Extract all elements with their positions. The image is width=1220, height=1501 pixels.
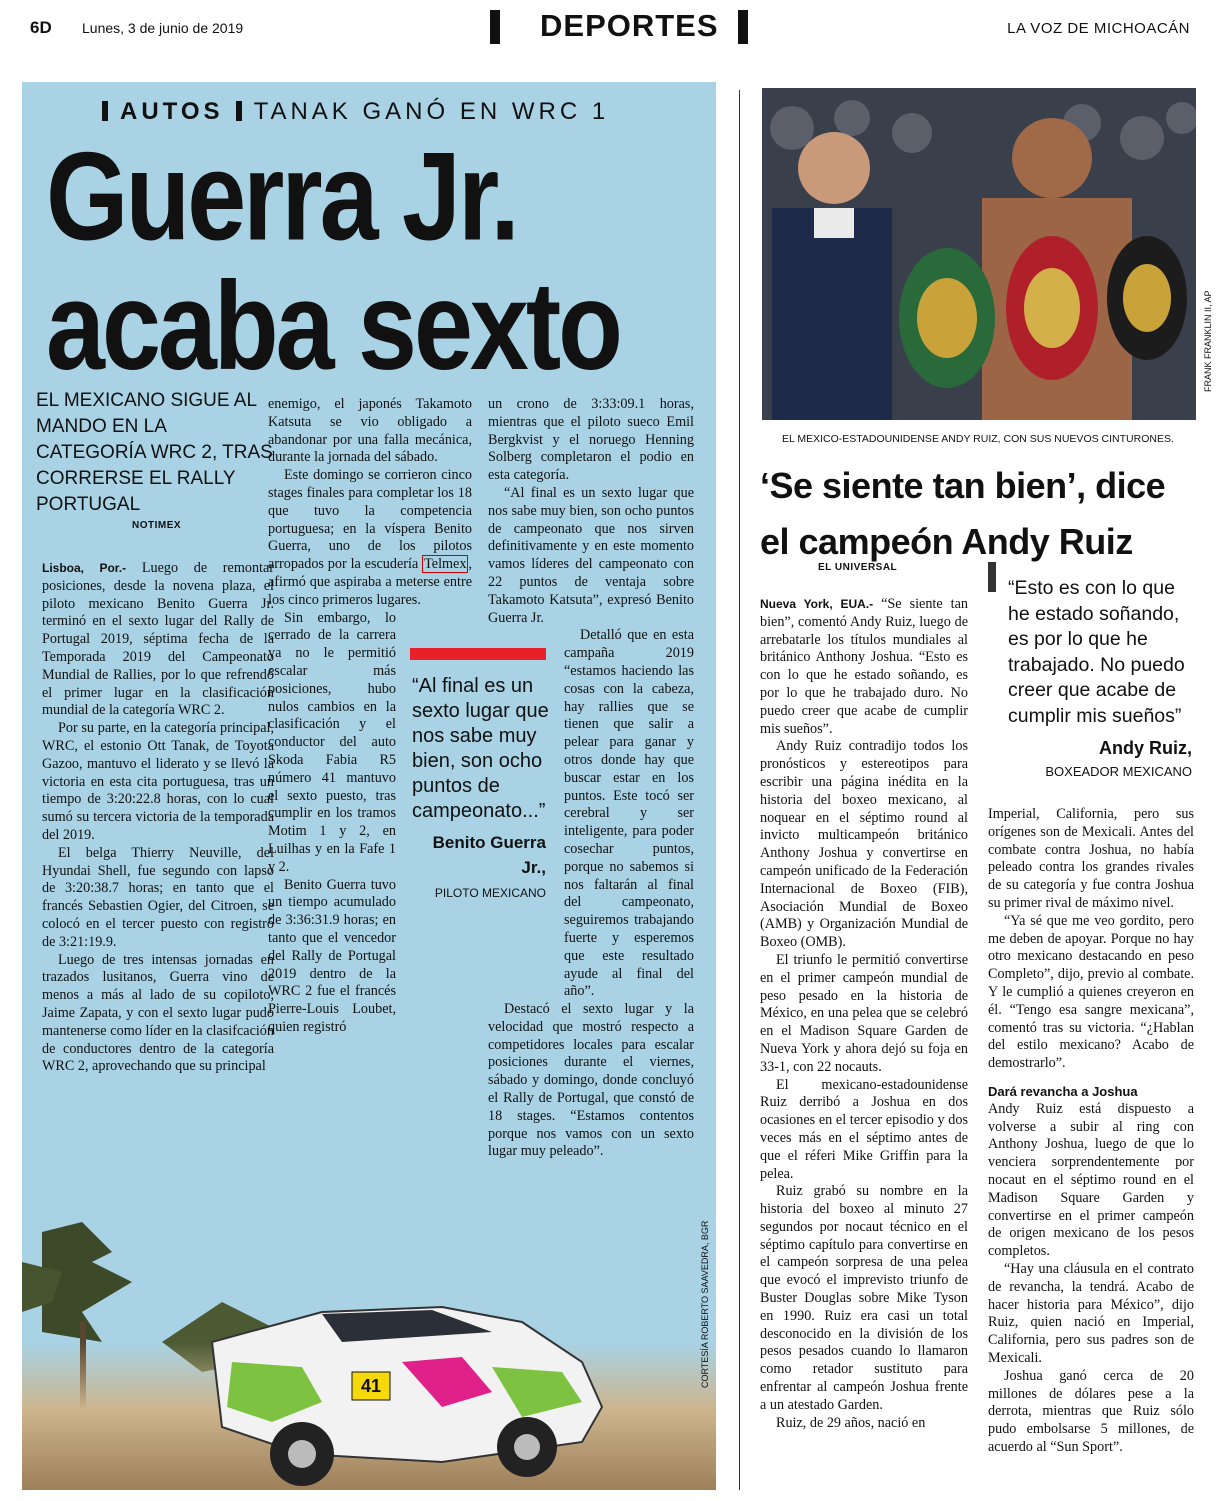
column-divider bbox=[739, 90, 740, 1490]
boxing-quote-name: Andy Ruiz, bbox=[1099, 738, 1192, 758]
pullquote-accent-bar bbox=[410, 648, 546, 660]
paragraph: Detalló que en esta campaña 2019 “estamos haciendo las cosas con la cabeza, hay rallies que se tienen que salir a pelear para ganar y otros donde hay que buscar estar en los puntos. Este tocó ser cerebral y ser inteligente, para poder cosechar puntos, porque no sabemos si nos faltarán al final del campeonato, seguiremos trabajando fuerte y esperemos que este resultado ayude al final del año”. bbox=[564, 627, 694, 1000]
quote-accent-bar bbox=[988, 562, 996, 592]
kicker-category: AUTOS bbox=[120, 98, 224, 125]
story-kicker bbox=[90, 98, 609, 126]
paragraph: “Hay una cláusula en el contrato de revancha, la tendrá. Acabo de hacer historia para México”, dijo Ruiz, quien nació en Imperial, California, pero sus padres son de Mexicali. bbox=[988, 1260, 1194, 1366]
paragraph: Destacó el sexto lugar y la velocidad que mostró respecto a competidores locales para escalar posiciones durante el viernes, sábado y domingo, donde concluyó el Rally de Portugal, que constó de 18 stages. “Estamos contentos porque nos vamos con un sexto lugar muy peleado”. bbox=[488, 1001, 694, 1160]
story-deck: EL MEXICANO SIGUE AL MANDO EN LA CATEGORÍA WRC 2, TRAS CORRERSE EL RALLY PORTUGAL bbox=[36, 390, 273, 515]
paragraph: “Al final es un sexto lugar que nos sabe muy bien, son ocho puntos de campeonato que nos sirven definitivamente y en este momento vamos líderes del campeonato con 22 puntos de ventaja sobre Takamoto Katsuta”, expresó Benito Guerra Jr. bbox=[488, 484, 694, 626]
header-bar-left bbox=[490, 10, 500, 44]
paragraph-text: “Se siente tan bien”, comentó Andy Ruiz, luego de arrebatarle los títulos mundiales al británico Anthony Joshua. “Esto es con lo que he estado soñando, es por lo que he trabajado duro. No puedo creer que acabe de cumplir mis sueños”. bbox=[760, 596, 968, 737]
car-number: 41 bbox=[360, 1376, 382, 1396]
paragraph: Sin embargo, lo cerrado de la carrera ya no le permitió escalar más posiciones, hubo nulos cambios en la clasificación y el conductor del auto Skoda Fabia R5 número 41 mantuvo el sexto puesto, tras cumplir en los tramos Motim 1 y 2, en Luilhas y en la Fafe 1 y 2. bbox=[268, 609, 396, 875]
pullquote-name: Benito Guerra Jr., bbox=[432, 833, 546, 877]
paragraph: Andy Ruiz está dispuesto a volverse a subir al ring con Anthony Joshua, luego de que lo venciera sorprendentemente por nocaut en el séptimo round en el Madison Square Garden y convertirse en el primer campeón de origen mexicano de los pesos completos. bbox=[988, 1100, 1194, 1260]
boxing-photo bbox=[762, 88, 1196, 420]
boxing-photo-credit: FRANK FRANKLIN II, AP bbox=[1203, 290, 1213, 392]
paragraph: Andy Ruiz contradijo todos los pronósticos y estereotipos para escribir una página inédita en la historia del boxeo mexicano, al noquear en el séptimo round al invicto multicampeón británico Anthony Joshua y convertirse en campeón unificado de la Federación Internacional de Boxeo (FIB), Asociación Mundial de Boxeo (AMB) y Organización Mundial de Boxeo (OMB). bbox=[760, 738, 968, 951]
publication-name: LA VOZ DE MICHOACÁN bbox=[1007, 20, 1190, 37]
subheading: Dará revancha a Joshua bbox=[988, 1083, 1138, 1099]
boxing-byline: EL UNIVERSAL bbox=[818, 562, 898, 573]
pullquote-text: “Al final es un sexto lugar que nos sabe muy bien, son ocho puntos de campeonato...” bbox=[412, 675, 549, 822]
photo-caption: EL MEXICO-ESTADOUNIDENSE ANDY RUIZ, CON SUS NUEVOS CINTURONES. bbox=[782, 433, 1174, 445]
rally-headline bbox=[46, 127, 620, 397]
paragraph bbox=[268, 467, 472, 609]
paragraph: El triunfo le permitió convertirse en el primer campeón mundial de peso pesado en la historia de México, en una pelea que se celebró en el Madison Square Garden de Nueva York y ahora dejó su foja en 33-1, con 22 nocauts. bbox=[760, 951, 968, 1075]
section-title: DEPORTES bbox=[540, 8, 719, 43]
paragraph: El mexicano-estadounidense Ruiz derribó a Joshua en dos ocasiones en el tercer episodio y dos veces más en el séptimo antes de que el réferi Mike Griffin para la pelea. bbox=[760, 1076, 968, 1182]
boxing-column-2 bbox=[988, 806, 1194, 1457]
boxer-with-belts-photo bbox=[762, 88, 1196, 420]
paragraph-text: , afirmó que aspiraba a meterse entre los cinco primeros lugares. bbox=[268, 556, 472, 608]
boxing-headline: ‘Se siente tan bien’, dice el campeón Andy Ruiz bbox=[760, 465, 1166, 562]
paragraph: Ruiz grabó su nombre en la historia del boxeo al minuto 27 segundos por nocaut técnico en el séptimo capítulo para convertirse en el campeón sorpresa de una pelea que evocó el imprevisto triunfo de Buster Douglas sobre Mike Tyson en 1990. Ruiz era casi un total desconocido en la división de los pesos pesados cuando lo llamaron como retador sustituto para enfrentar al campeón Joshua frente a un atestado Garden. bbox=[760, 1183, 968, 1413]
paragraph-text: Luego de remontar posiciones, desde la novena plaza, el piloto mexicano Benito Guerra Jr. terminó en el sexto lugar del Rally de Portugal 2019, séptima fecha de la Temporada 2019 del Campeonato Mundial de Rallies, por lo que refrendó el primer lugar en la clasificación mundial de la categoría WRC 2. bbox=[42, 560, 274, 719]
paragraph bbox=[760, 596, 968, 738]
paragraph: enemigo, el japonés Takamoto Katsuta se vio obligado a abandonar por una falla mecánica, durante la jornada del sábado. bbox=[268, 396, 472, 466]
kicker-bar bbox=[236, 101, 242, 121]
rally-column-1 bbox=[42, 560, 274, 1076]
rally-story-panel bbox=[22, 82, 716, 1490]
paragraph: El belga Thierry Neuville, del Hyundai Shell, fue segundo con lapso de 3:20:38.7 horas; en tanto que el francés Sebastien Ogier, del Citroen, se colocó en el tercer puesto con registró de 3:21:19.9. bbox=[42, 844, 274, 950]
story-byline: NOTIMEX bbox=[132, 520, 182, 531]
kicker-text: TANAK GANÓ EN WRC 1 bbox=[253, 98, 610, 125]
paragraph bbox=[42, 560, 274, 720]
paragraph: Joshua ganó cerca de 20 millones de dólares pese a la derrota, mientras que Ruiz sólo pudo embolsarse 5 millones, de acuerdo al “Sun Sport”. bbox=[988, 1367, 1194, 1455]
headline-line-2: acaba sexto bbox=[46, 257, 620, 397]
boxing-quote-text: “Esto es con lo que he estado soñando, es por lo que he trabajado. No puedo creer que acabe de cumplir mis sueños” bbox=[1008, 577, 1185, 727]
pullquote-role: PILOTO MEXICANO bbox=[434, 886, 546, 900]
boxing-quote-role: BOXEADOR MEXICANO bbox=[1045, 764, 1192, 779]
paragraph: “Ya sé que me veo gordito, pero me deben de apoyar. Porque no hay otro mexicano destacando en peso Completo”, dijo, previo al combate. Y le cumplió a quienes creyeron en él. “Tengo esa sangre mexicana”, comentó tras su victoria. “¿Hablan del estilo mexicano? Acabo de demostrarlo”. bbox=[988, 912, 1194, 1072]
kicker-bar bbox=[102, 101, 108, 121]
dateline: Lisboa, Por.- bbox=[42, 561, 127, 575]
page-number: 6D bbox=[30, 18, 52, 37]
dateline: Nueva York, EUA.- bbox=[760, 597, 874, 611]
paragraph-text: Este domingo se corrieron cinco stages finales para completar los 18 que tuvo la competencia portuguesa; en la víspera Benito Guerra, uno de los pilotos arropados por la escudería bbox=[268, 467, 472, 573]
rally-car-photo bbox=[22, 1192, 716, 1490]
paragraph: Por su parte, en la categoría principal, WRC, el estonio Ott Tanak, de Toyota Gazoo, mantuvo el liderato y se llevó la victoria en esta cita portuguesa, tras un tiempo de 3:20:22.8 horas, con lo cual sumó su tercera victoria de la temporada del 2019. bbox=[42, 720, 274, 843]
headline-line-1: Guerra Jr. bbox=[46, 127, 517, 267]
header-bar-right bbox=[738, 10, 748, 44]
paragraph: Ruiz, de 29 años, nació en bbox=[776, 1414, 926, 1431]
boxing-column-1 bbox=[760, 596, 968, 1432]
car-photo-credit: CORTESÍA ROBERTO SAAVEDRA, BGR bbox=[700, 1220, 710, 1388]
paragraph: Imperial, California, pero sus orígenes son de Mexicali. Antes del combate contra Joshua, no había peleado contra los grandes rivales de su categoría y fue contra Joshua su primer rival de máximo nivel. bbox=[988, 806, 1194, 911]
telmex-mention: Telmex bbox=[424, 556, 467, 573]
paragraph: Benito Guerra tuvo un tiempo acumulado de 3:36:31.9 horas; en tanto que el vencedor del Rally de Portugal 2019 dentro de la WRC 2 fue el francés Pierre-Louis Loubet, quien registró bbox=[268, 876, 396, 1035]
paragraph: un crono de 3:33:09.1 horas, mientras que el piloto sueco Emil Bergkvist y el noruego Henning Solberg completaron el podio en esta categoría. bbox=[488, 396, 694, 484]
paragraph: Luego de tres intensas jornadas en trazados lusitanos, Guerra vino de menos a más al lado de su copiloto, Jaime Zapata, y con el sexto lugar pudo mantenerse como líder en la clasifcación de conductores dentro de la categoría WRC 2, aprovechando que su principal bbox=[42, 951, 274, 1075]
issue-date: Lunes, 3 de junio de 2019 bbox=[82, 20, 244, 36]
